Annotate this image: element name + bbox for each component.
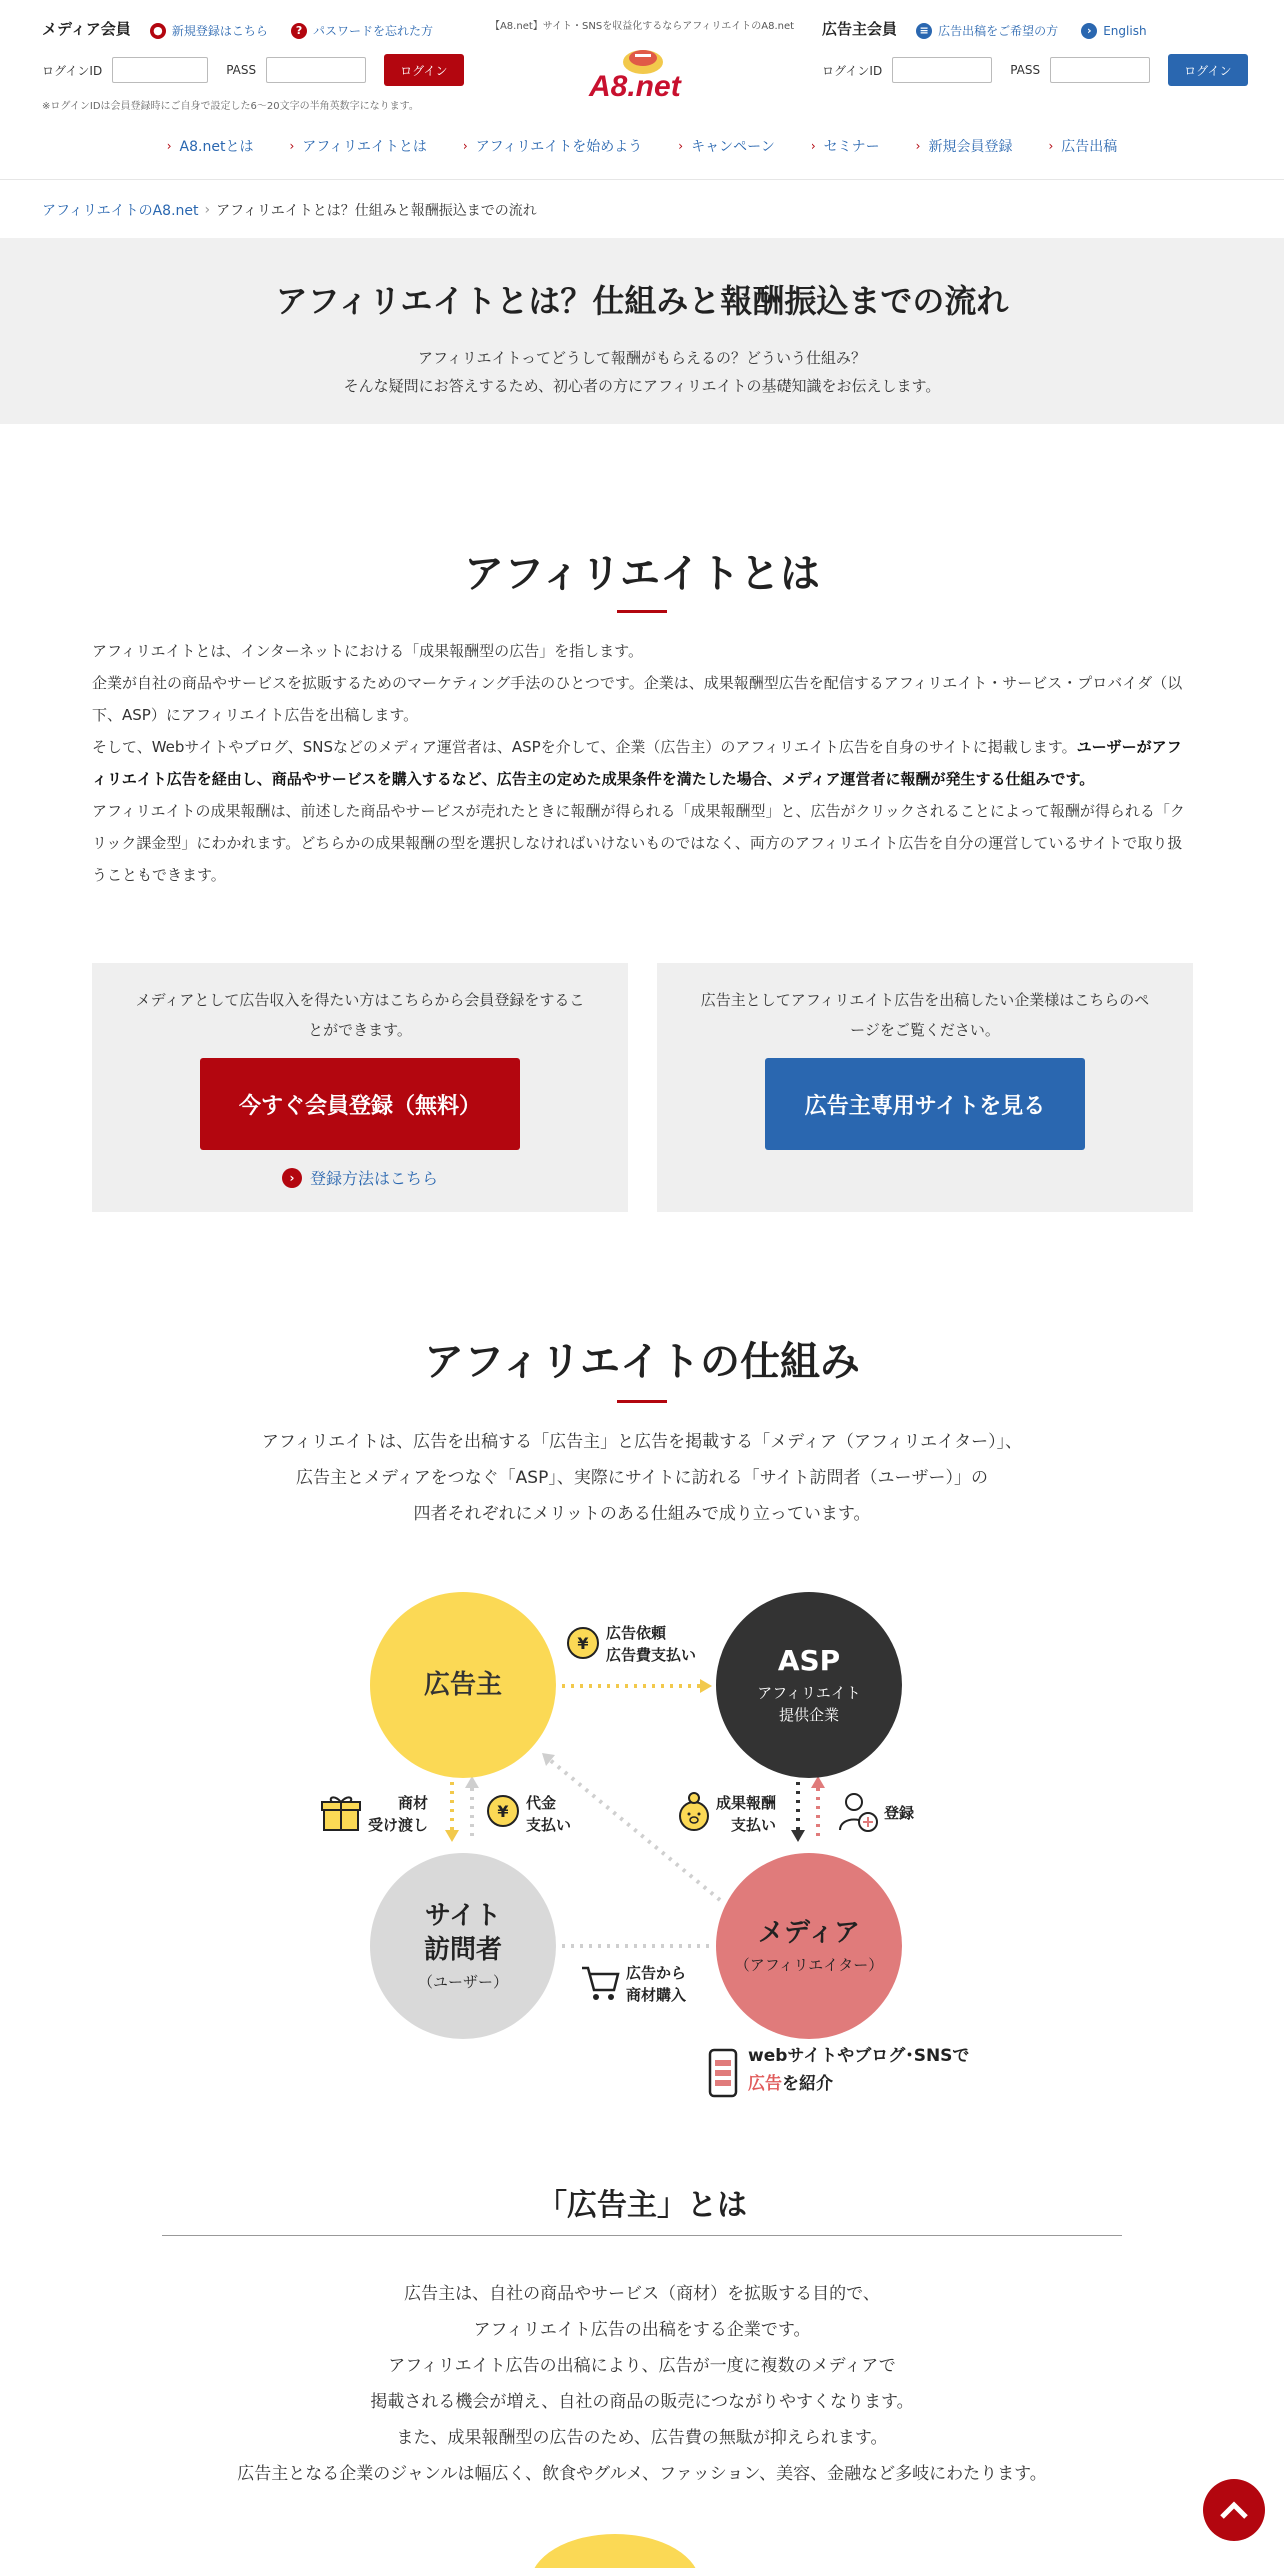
advertiser-inquiry-link[interactable] — [916, 22, 1058, 39]
advertiser-login-id-label: ログインID — [822, 63, 883, 78]
forgot-password-label: パスワードを忘れた方 — [313, 24, 434, 38]
intro-line: 広告主とメディアをつなぐ「ASP」、実際にサイトに訪れる「サイト訪問者（ユーザー）」の — [296, 1468, 988, 1488]
advertiser-pass-label: PASS — [1010, 63, 1041, 77]
media-cta-text: メディアとして広告収入を得たい方はこちらから会員登録をすることができます。 — [135, 991, 585, 1039]
nav-item-advertise[interactable] — [1048, 136, 1117, 156]
advertiser-member-block — [822, 18, 1165, 39]
advertiser-member-title: 広告主会員 — [822, 20, 898, 38]
chevron-right-icon: › — [678, 139, 684, 153]
paragraph-bold: ユーザーがアフィリエイト広告を経由し、商品やサービスを購入するなど、広告主の定めた成果条件を満たした場合、メディア運営者に報酬が発生する仕組みです。 — [92, 738, 1182, 788]
forgot-password-link[interactable] — [291, 22, 433, 39]
media-login-button[interactable]: ログイン — [384, 54, 463, 86]
user-icon: ● — [150, 23, 166, 39]
advertiser-illustration — [530, 2534, 700, 2568]
body-line: 広告主となる企業のジャンルは幅広く、飲食やグルメ、ファッション、美容、金融など多岐にわたります。 — [237, 2464, 1047, 2484]
site-header — [0, 0, 1284, 180]
media-member-title: メディア会員 — [42, 20, 131, 38]
nav-item-label: セミナー — [823, 139, 880, 155]
label-line: webサイトやブログ･SNSで — [748, 2046, 970, 2066]
node-visitor-label: 訪問者 — [423, 1935, 502, 1965]
section-affiliate-body — [92, 635, 1192, 891]
document-icon: ≡ — [916, 23, 932, 39]
label-goods-delivery — [368, 1792, 428, 1836]
smartphone-icon — [706, 2048, 740, 2102]
label-line: 支払い — [526, 1816, 572, 1834]
intro-line: 四者それぞれにメリットのある仕組みで成り立っています。 — [413, 1504, 871, 1524]
paragraph: アフィリエイトとは、インターネットにおける「成果報酬型の広告」を指します。 — [92, 642, 643, 660]
section-advertiser-body — [0, 2276, 1284, 2492]
register-now-button[interactable]: 今すぐ会員登録（無料） — [200, 1058, 520, 1150]
hero-line-2: そんな疑問にお答えするため、初心者の方にアフィリエイトの基礎知識をお伝えします。 — [343, 377, 941, 395]
user-add-icon — [836, 1790, 880, 1838]
login-id-note: ※ログインIDは会員登録時にご自身で設定した6～20文字の半角英数字になります。 — [42, 101, 419, 112]
intro-line: アフィリエイトは、広告を出稿する「広告主」と広告を掲載する「メディア（アフィリエイター）」、 — [261, 1432, 1023, 1452]
section-affiliate-title: アフィリエイトとは — [464, 551, 820, 597]
nav-item-label: アフィリエイトとは — [302, 139, 427, 155]
node-asp-sub: アフィリエイト — [757, 1684, 861, 1702]
media-cta-box — [92, 963, 628, 1212]
global-nav — [0, 136, 1284, 156]
label-introduce — [748, 2042, 969, 2098]
body-line: また、成果報酬型の広告のため、広告費の無駄が抑えられます。 — [396, 2428, 888, 2448]
node-advertiser — [370, 1592, 556, 1778]
media-pass-label: PASS — [226, 63, 257, 77]
media-login-id-input[interactable] — [112, 57, 208, 83]
chevron-right-icon: › — [915, 139, 921, 153]
chevron-right-icon: › — [1081, 23, 1097, 39]
label-highlight: 広告 — [748, 2074, 782, 2094]
label-reward-payment — [716, 1792, 776, 1836]
section-mechanism-intro — [0, 1424, 1284, 1532]
body-line: 広告主は、自社の商品やサービス（商材）を拡販する目的で、 — [404, 2284, 880, 2304]
media-pass-input[interactable] — [266, 57, 366, 83]
nav-item-label: 新規会員登録 — [928, 139, 1013, 155]
body-line: 掲載される機会が増え、自社の商品の販売につながりやすくなります。 — [370, 2392, 914, 2412]
nav-item-label: アフィリエイトを始めよう — [475, 139, 643, 155]
svg-text:¥: ¥ — [577, 1634, 589, 1653]
media-member-block — [42, 18, 451, 39]
yen-coin-icon — [566, 1626, 600, 1664]
nav-item-seminar[interactable] — [811, 136, 880, 156]
cart-icon — [580, 1962, 620, 2006]
node-advertiser-label: 広告主 — [423, 1670, 502, 1700]
section-advertiser-title: 「広告主」とは — [537, 2188, 747, 2223]
body-line: アフィリエイト広告の出稿により、広告が一度に複数のメディアで — [388, 2356, 896, 2376]
media-login-form — [42, 54, 464, 86]
piggy-bank-icon — [676, 1790, 712, 1838]
logo-text: A8.net — [589, 70, 681, 103]
breadcrumb — [42, 200, 537, 220]
advertiser-pass-input[interactable] — [1050, 57, 1150, 83]
advertiser-login-id-input[interactable] — [892, 57, 992, 83]
chevron-right-icon: › — [810, 139, 816, 153]
label-line: 広告費支払い — [606, 1646, 697, 1664]
section-mechanism-title: アフィリエイトの仕組み — [424, 1339, 860, 1385]
yen-coin-icon — [486, 1794, 520, 1832]
node-asp-sub: 提供企業 — [778, 1706, 839, 1724]
label-line: 支払い — [731, 1816, 777, 1834]
node-visitor-sub: （ユーザー） — [417, 1973, 508, 1991]
hero-banner — [0, 238, 1284, 424]
media-register-link-label: 新規登録はこちら — [171, 24, 268, 38]
nav-item-affiliate[interactable] — [289, 136, 426, 156]
label-line: 商材 — [398, 1794, 429, 1812]
paragraph — [92, 731, 1192, 795]
advertiser-login-button[interactable]: ログイン — [1168, 54, 1247, 86]
node-media-sub: （アフィリエイター） — [734, 1956, 884, 1974]
advertiser-cta-box — [657, 963, 1193, 1212]
chevron-right-icon: › — [166, 139, 172, 153]
label-payment — [526, 1792, 571, 1836]
label-purchase — [626, 1962, 686, 2006]
advertiser-site-button[interactable]: 広告主専用サイトを見る — [765, 1058, 1085, 1150]
nav-item-start[interactable] — [463, 136, 642, 156]
a8-logo[interactable] — [585, 40, 705, 104]
node-asp-label: ASP — [777, 1644, 841, 1677]
label-line: 代金 — [526, 1794, 557, 1812]
breadcrumb-home[interactable]: アフィリエイトのA8.net — [42, 203, 199, 219]
question-icon: ? — [291, 23, 307, 39]
section-title-underline — [617, 610, 667, 613]
section-divider — [162, 2235, 1122, 2236]
body-line: アフィリエイト広告の出稿をする企業です。 — [473, 2320, 811, 2340]
nav-item-register[interactable] — [916, 136, 1013, 156]
nav-item-a8[interactable] — [167, 136, 254, 156]
nav-item-campaign[interactable] — [678, 136, 775, 156]
node-visitor — [370, 1853, 556, 2039]
paragraph: 企業が自社の商品やサービスを拡販するためのマーケティング手法のひとつです。企業は、成果報酬型広告を配信するアフィリエイト・サービス・プロバイダ（以下、ASP）にアフィリエイト広告を出稿します。 — [92, 674, 1183, 724]
nav-item-label: 広告出稿 — [1061, 139, 1118, 155]
label-register: 登録 — [884, 1804, 915, 1822]
node-media — [716, 1853, 902, 2039]
media-register-link[interactable] — [150, 22, 268, 39]
advertiser-cta-text: 広告主としてアフィリエイト広告を出稿したい企業様はこちらのページをご覧ください。 — [700, 991, 1150, 1039]
breadcrumb-separator: › — [204, 202, 211, 218]
breadcrumb-current: アフィリエイトとは？仕組みと報酬振込までの流れ — [216, 203, 537, 219]
page-title: アフィリエイトとは？仕組みと報酬振込までの流れ — [275, 282, 1009, 320]
hero-line-1: アフィリエイトってどうして報酬がもらえるの？どういう仕組み？ — [418, 349, 866, 367]
paragraph: アフィリエイトの成果報酬は、前述した商品やサービスが売れたときに報酬が得られる「成果報酬型」と、広告がクリックされることによって報酬が得られる「クリック課金型」にわかれます。どちらかの成果報酬の型を選択しなければいけないものではなく、両方のアフィリエイト広告を自分の運営しているサイトで取り扱うこともできます。 — [92, 802, 1185, 884]
chevron-right-icon: › — [282, 1168, 302, 1188]
header-tagline: 【A8.net】サイト・SNSを収益化するならアフィリエイトのA8.net — [489, 21, 795, 32]
label-line: 成果報酬 — [716, 1794, 777, 1812]
chevron-right-icon: › — [462, 139, 468, 153]
english-link-label: English — [1103, 23, 1147, 38]
label-line: 商材購入 — [626, 1986, 687, 2004]
how-to-register-link[interactable] — [92, 1166, 628, 1189]
chevron-up-icon — [1219, 2500, 1249, 2520]
node-visitor-label: サイト — [424, 1901, 502, 1931]
node-media-label: メディア — [758, 1918, 860, 1948]
english-link[interactable] — [1081, 23, 1146, 39]
nav-item-label: A8.netとは — [179, 139, 254, 155]
nav-item-label: キャンペーン — [691, 139, 775, 155]
advertiser-inquiry-label: 広告出稿をご希望の方 — [938, 24, 1059, 38]
how-to-register-label: 登録方法はこちら — [309, 1169, 438, 1188]
section-title-underline — [617, 1400, 667, 1403]
node-asp — [716, 1592, 902, 1778]
label-line: 受け渡し — [368, 1816, 429, 1834]
label-line: 広告から — [626, 1964, 687, 1982]
paragraph-plain: そして、Webサイトやブログ、SNSなどのメディア運営者は、ASPを介して、企業（広告主）のアフィリエイト広告を自身のサイトに掲載します。 — [92, 738, 1077, 756]
label-ad-request — [606, 1622, 696, 1666]
label-rest: を紹介 — [782, 2074, 833, 2094]
svg-text:¥: ¥ — [497, 1802, 509, 1821]
gift-icon — [320, 1792, 362, 1838]
label-line: 広告依頼 — [606, 1624, 667, 1642]
affiliate-mechanism-diagram — [300, 1570, 1000, 2110]
chevron-right-icon: › — [289, 139, 295, 153]
label-line — [748, 2070, 969, 2098]
chevron-right-icon: › — [1048, 139, 1054, 153]
media-login-id-label: ログインID — [42, 63, 103, 78]
scroll-to-top-button[interactable] — [1203, 2479, 1265, 2541]
advertiser-login-form — [822, 54, 1248, 86]
